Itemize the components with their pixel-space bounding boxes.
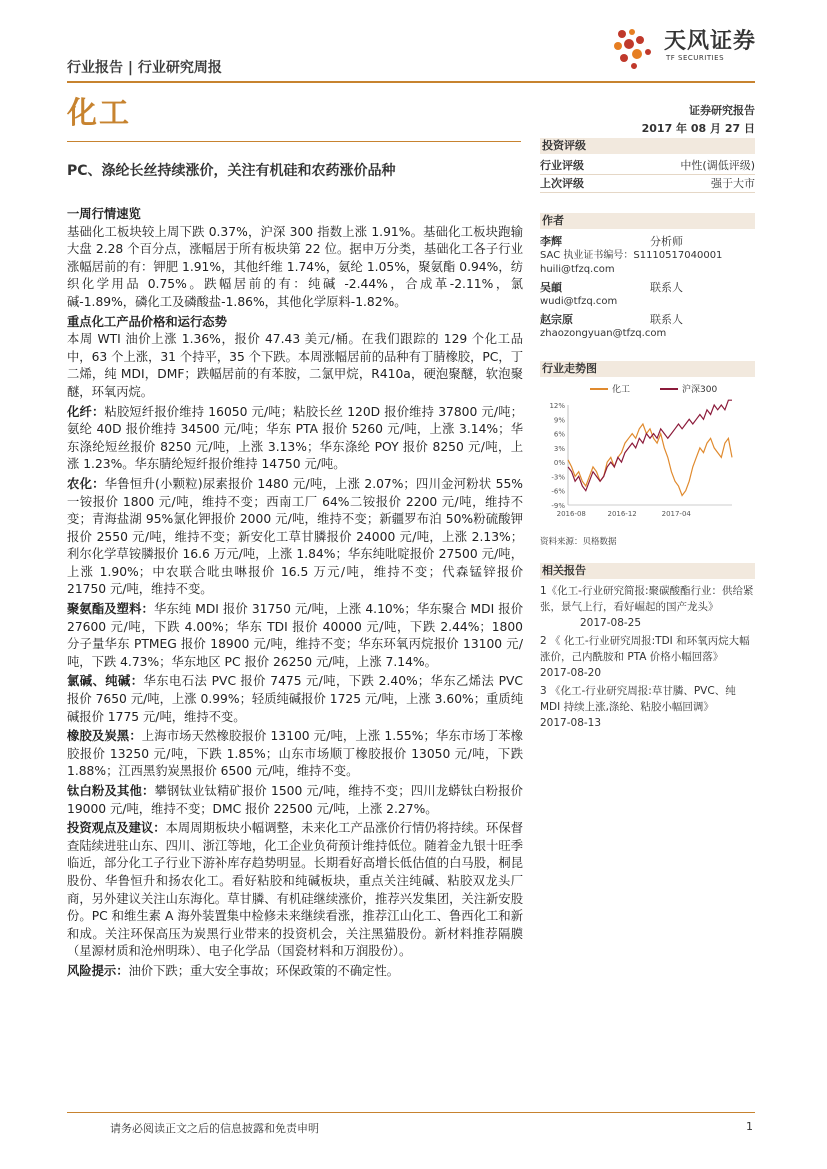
paragraph <box>67 728 523 781</box>
chart-source: 资料来源：贝格数据 <box>540 537 617 547</box>
logo-subtext: TF SECURITIES <box>666 54 725 62</box>
paragraph-text: 本周周期板块小幅调整，未来化工产品涨价行情仍将持续。环保督查陆续进驻山东、四川、浙江等地，化工企业负荷预计维持低位。随着金九银十旺季临近，部分化工子行业下游补库存趋势明显。长期看好高增长低估值的白马股，桐昆股份、华鲁恒升和扬农化工。看好粘胶和纯碱板块，重点关注纯碱、粘胶双龙头厂商，另外建议关注山东海化。草甘膦、有机硅继续涨价，推荐兴发集团，关注新安股份。PC 和维生素 A 海外装置集中检修未来继续看涨，推荐江山化工、鲁西化工和新和成。关注环保高压为炭黑行业带来的投资机会，关注黑猫股份。新材料推荐隔膜（星源材质和沧州明珠）、电子化学品（国瓷材料和万润股份）。 <box>67 821 523 959</box>
paragraph-lead: 聚氨酯及塑料： <box>67 602 154 617</box>
section-heading: 一周行情速览 <box>67 207 141 221</box>
related-title[interactable]: 3 《化工-行业研究周报:草甘膦、PVC、纯 MDI 持续上涨,涤纶、粘胶小幅回调》 <box>540 685 736 713</box>
author-cert: SAC 执业证书编号：S1110517040001 <box>540 250 723 261</box>
y-tick-label: -9% <box>551 502 565 510</box>
paragraph-text: 华鲁恒升(小颗粒)尿素报价 1480 元/吨，上涨 2.07%；四川金河粉状 55%一铵报价 1800 元/吨，维持不变；西南工厂 64%二铵报价 2200 元/吨，维持不变；青海盐湖 95%氯化钾报价 2000 元/吨，维持不变；新疆罗布泊 50%粉硫酸钾报价 2550 元/吨，维持不变；新安化工草甘膦报价 24000 元/吨，上涨 2.13%；利尔化学草铵膦报价 16.6 万元/吨，上涨 1.84%；华东纯吡啶报价 27500 元/吨，上涨 1.90%；中农联合吡虫啉报价 16.5 万元/吨，维持不变；代森锰锌报价 21750 元/吨，维持不变。 <box>67 476 523 597</box>
main-body <box>67 206 523 981</box>
paragraph-text: 攀钢钛业钛精矿报价 1500 元/吨，维持不变；四川龙蟒钛白粉报价 19000 元/吨，维持不变；DMC 报价 22500 元/吨，上涨 2.27%。 <box>67 784 523 816</box>
paragraph <box>67 476 523 599</box>
paragraph-text: 华东电石法 PVC 报价 7475 元/吨，下跌 2.40%；华东乙烯法 PVC 报价 7650 元/吨，上涨 0.99%；轻质纯碱报价 1725 元/吨，上涨 3.60%；重质纯碱报价 1775 元/吨，维持不变。 <box>67 674 523 724</box>
author-role: 联系人 <box>650 281 683 294</box>
author-name: 赵宗原 <box>540 313 573 326</box>
related-date: 2017-08-13 <box>540 717 602 729</box>
report-category: 行业报告 | 行业研究周报 <box>67 60 222 76</box>
x-tick-label: 2016-08 <box>556 510 586 518</box>
y-tick-label: 12% <box>549 402 565 410</box>
rating-row <box>540 157 755 175</box>
x-tick-label: 2017-04 <box>661 510 691 518</box>
logo-mark-icon <box>612 26 660 70</box>
legend-label: 沪深300 <box>682 385 718 395</box>
paragraph-text: 华东纯 MDI 报价 31750 元/吨，上涨 4.10%；华东聚合 MDI 报价 27600 元/吨，下跌 4.00%；华东 TDI 报价 40000 元/吨，下跌 2.44%；1800 分子量华东 PTMEG 报价 18900 元/吨，维持不变；华东环氧丙烷报价 13100 元/吨，下跌 4.73%；华东地区 PC 报价 26250 元/吨，上涨 7.14%。 <box>67 602 523 669</box>
paragraph-lead: 化纤： <box>67 404 105 419</box>
logo <box>610 22 760 72</box>
title-rule <box>67 141 521 142</box>
author-email[interactable]: huili@tfzq.com <box>540 264 615 275</box>
paragraph-lead: 氯碱、纯碱： <box>67 674 144 689</box>
paragraph-lead: 农化： <box>67 476 105 491</box>
author-block <box>540 235 755 277</box>
y-tick-label: 0% <box>553 459 565 468</box>
page-number: 1 <box>746 1120 753 1133</box>
series-line-hs300 <box>568 400 732 491</box>
author-role: 分析师 <box>650 235 683 248</box>
rating-value: 强于大市 <box>711 177 755 190</box>
section-text: 本周 WTI 油价上涨 1.36%，报价 47.43 美元/桶。在我们跟踪的 129 个化工品中，63 个上涨，31 个持平，35 个下跌。本周涨幅居前的品种有丁腈橡胶，PC，丁二烯，纯 MDI，DMF；跌幅居前的有苯胺，二氯甲烷，R410a，硬泡聚醚，软泡聚醚，环氧丙烷。 <box>67 332 523 399</box>
paragraph-lead: 风险提示： <box>67 963 129 978</box>
author-block <box>540 313 755 341</box>
related-title[interactable]: 2 《 化工-行业研究周报:TDI 和环氧丙烷大幅涨价，己内酰胺和 PTA 价格小幅回落》 <box>540 635 750 663</box>
related-item <box>540 633 755 681</box>
related-item <box>540 683 755 731</box>
rating-key: 行业评级 <box>540 159 584 172</box>
legend-label: 化工 <box>612 385 631 395</box>
paragraph-lead: 投资观点及建议： <box>67 821 166 836</box>
rating-row <box>540 175 755 193</box>
paragraph <box>67 783 523 818</box>
paragraph-text: 上海市场天然橡胶报价 13100 元/吨，上涨 1.55%；华东市场丁苯橡胶报价 13250 元/吨，下跌 1.85%；山东市场顺丁橡胶报价 13050 元/吨，下跌 1.88%；江西黑豹炭黑报价 6500 元/吨，维持不变。 <box>67 729 523 779</box>
paragraph <box>67 404 523 474</box>
section-heading: 重点化工产品价格和运行态势 <box>67 314 227 329</box>
paragraph <box>67 963 523 981</box>
series-line-chemical <box>568 424 732 496</box>
paragraph-text: 油价下跌；重大安全事故；环保政策的不确定性。 <box>128 963 400 978</box>
rating-key: 上次评级 <box>540 177 584 190</box>
logo-text: 天风证券 <box>664 29 757 54</box>
report-type: 证券研究报告 <box>689 104 755 117</box>
header-rule <box>67 81 755 83</box>
section-text: 基础化工板块较上周下跌 0.37%，沪深 300 指数上涨 1.91%。基础化工板块跑输大盘 2.28 个百分点，涨幅居于所有板块第 22 位。据申万分类，基础化工各子行业涨幅居前的有：钾肥 1.91%，其他纤维 1.74%，氨纶 1.05%，聚氨酯 0.94%，纺织化学用品 0.75%。跌幅居前的有：纯碱 -2.44%，合成革-2.11%，氯碱-1.89%，磷化工及磷酸盐-1.86%，其他化学原料-1.82%。 <box>67 224 523 309</box>
rating-heading: 投资评级 <box>540 138 755 154</box>
related-title[interactable]: 1《化工-行业研究简报:聚碳酸酯行业：供给紧张，景气上行，看好崛起的国产龙头》 <box>540 585 754 613</box>
paragraph <box>67 673 523 726</box>
paragraph-text: 粘胶短纤报价维持 16050 元/吨；粘胶长丝 120D 报价维持 37800 元/吨；氨纶 40D 报价维持 34500 元/吨；华东 PTA 报价 5260 元/吨，上涨 3.14%；华东涤纶短丝报价 8250 元/吨，上涨 3.13%；华东涤纶 POY 报价 8250 元/吨，上涨 1.23%。华东腈纶短纤报价维持 14750 元/吨。 <box>67 404 523 472</box>
x-tick-label: 2016-12 <box>607 510 637 518</box>
related-heading: 相关报告 <box>540 563 755 579</box>
authors-heading: 作者 <box>540 213 755 229</box>
industry-title: 化工 <box>67 96 131 131</box>
trend-chart <box>540 381 755 529</box>
related-date: 2017-08-20 <box>540 667 602 679</box>
paragraph-lead: 橡胶及炭黑： <box>67 729 142 744</box>
author-name: 李辉 <box>540 235 562 248</box>
paragraph-lead: 钛白粉及其他： <box>67 784 155 798</box>
headline: PC、涤纶长丝持续涨价，关注有机硅和农药涨价品种 <box>67 163 396 179</box>
report-date: 2017 年 08 月 27 日 <box>641 122 755 135</box>
trend-heading: 行业走势图 <box>540 361 755 377</box>
rating-value: 中性(调低评级) <box>680 159 755 172</box>
y-tick-label: 9% <box>553 416 565 425</box>
y-tick-label: -6% <box>551 487 565 496</box>
y-tick-label: 3% <box>553 444 565 453</box>
author-role: 联系人 <box>650 313 683 326</box>
footer-disclaimer: 请务必阅读正文之后的信息披露和免责申明 <box>110 1122 319 1135</box>
y-tick-label: 6% <box>553 430 565 439</box>
related-date: 2017-08-25 <box>580 617 642 629</box>
author-email[interactable]: wudi@tfzq.com <box>540 296 618 307</box>
paragraph <box>67 820 523 961</box>
related-item <box>540 583 755 631</box>
y-tick-label: -3% <box>551 473 565 482</box>
sidebar <box>540 138 755 731</box>
author-name: 吴頔 <box>540 281 562 294</box>
author-email[interactable]: zhaozongyuan@tfzq.com <box>540 328 667 339</box>
author-block <box>540 281 755 309</box>
footer-rule <box>67 1112 755 1113</box>
paragraph <box>67 601 523 671</box>
